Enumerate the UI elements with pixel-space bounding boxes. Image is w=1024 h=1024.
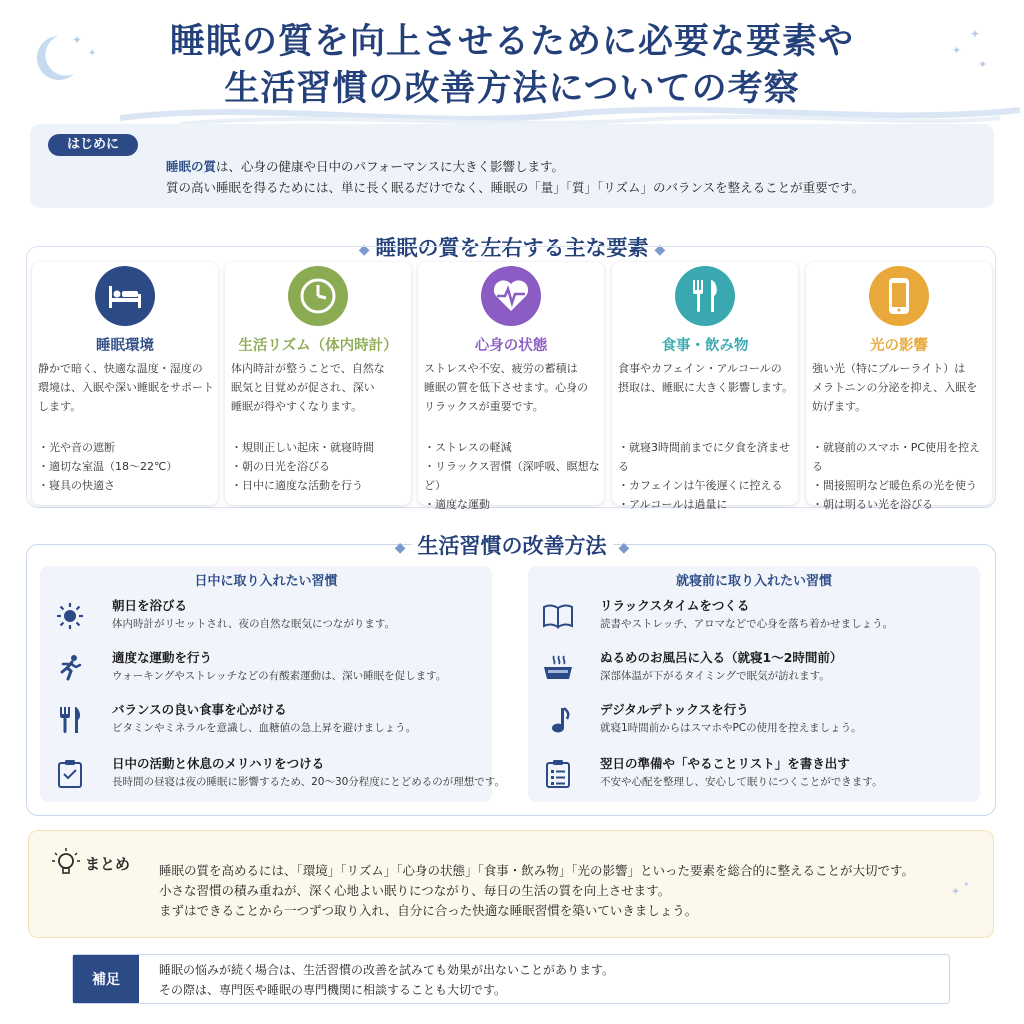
factor-desc-line: ストレスや不安、疲労の蓄積は: [424, 362, 578, 375]
factor-desc: [424, 359, 600, 416]
factor-bullets: [618, 438, 796, 514]
factor-bullet: ・ ストレスの軽減: [424, 438, 602, 457]
factor-card-environment: [32, 262, 218, 505]
factor-bullet: ・ 適度な運動: [424, 495, 602, 514]
factor-bullet: ・ アルコールは過量に: [618, 495, 796, 514]
factor-title: 睡眠環境: [96, 338, 154, 354]
factor-desc-line: 眠気と目覚めが促され、深い: [231, 381, 375, 394]
sun-icon: [54, 600, 86, 632]
bedtime-habits-panel: [528, 566, 980, 802]
factor-bullet: ・ カフェインは午後遅くに控える: [618, 476, 796, 495]
habit-title: バランスの良い食事を心がける: [112, 702, 287, 717]
clock-icon: [288, 266, 348, 326]
bedtime-habits-title: 就寝前に取り入れたい習慣: [675, 574, 832, 589]
factor-desc-line: 妨げます。: [812, 400, 867, 413]
note-label: 補足: [73, 955, 139, 1003]
factor-bullet: ・ リラックス習慣（深呼吸、瞑想など）: [424, 457, 602, 495]
factor-bullets: [231, 438, 409, 495]
fork-knife-icon: [675, 266, 735, 326]
habit-desc: 体内時計がリセットされ、夜の自然な眠気につながります。: [112, 618, 395, 630]
daytime-habits-title: 日中に取り入れたい習慣: [194, 574, 338, 589]
intro-line1: は、心身の健康や日中のパフォーマンスに大きく影響します。: [216, 159, 565, 174]
svg-text:✦: ✦: [951, 885, 961, 898]
habit-title: ぬるめのお風呂に入る（就寝1〜2時間前）: [600, 650, 843, 665]
note-line: 睡眠の悩みが続く場合は、生活習慣の改善を試みても効果が出ないことがあります。: [159, 963, 615, 977]
book-icon: [542, 600, 574, 632]
factor-desc: [812, 359, 988, 416]
habit-desc: 読書やストレッチ、アロマなどで心身を落ち着かせましょう。: [600, 618, 894, 630]
svg-text:✦: ✦: [978, 58, 988, 71]
factor-desc: [618, 359, 794, 397]
factor-bullets: [812, 438, 990, 514]
habit-desc: 就寝1時間前からはスマホやPCの使用を控えましょう。: [600, 722, 862, 734]
habit-title: 日中の活動と休息のメリハリをつける: [112, 756, 325, 771]
factor-bullet: ・ 規則正しい起床・就寝時間: [231, 438, 409, 457]
habit-item: [40, 754, 505, 804]
clipboard-icon: [54, 758, 86, 790]
note-panel: [72, 954, 950, 1004]
factor-card-light: [806, 262, 992, 511]
habit-item: [528, 648, 980, 698]
factor-bullet: ・ 朝は明るい光を浴びる: [812, 495, 990, 514]
factors-heading: ◆ 睡眠の質を左右する主な要素 ◆: [358, 235, 666, 260]
factor-bullet: ・ 光や音の遮断: [38, 438, 216, 457]
page-title-line2: 生活習慣の改善方法についての考察: [224, 68, 800, 109]
checklist-icon: [542, 758, 574, 790]
factor-desc: [38, 359, 214, 416]
habit-item: [40, 596, 492, 646]
habit-desc: ビタミンやミネラルを意識し、血糖値の急上昇を避けましょう。: [112, 722, 417, 734]
factor-title: 心身の状態: [474, 338, 548, 354]
fork-knife-icon: [54, 704, 86, 736]
habit-item: [528, 596, 980, 646]
factor-bullet: ・ 間接照明など暖色系の光を使う: [812, 476, 990, 495]
summary-line: まずはできることから一つずつ取り入れ、自分に合った快適な睡眠習慣を築いていきましょう。: [159, 903, 698, 918]
factor-bullets: [424, 438, 602, 514]
svg-text:✦: ✦: [88, 48, 97, 59]
bath-icon: [542, 652, 574, 684]
svg-text:✦: ✦: [963, 880, 970, 889]
factors-heading-text: 睡眠の質を左右する主な要素: [375, 235, 649, 260]
factor-desc: [231, 359, 407, 416]
factor-bullet: ・ 日中に適度な活動を行う: [231, 476, 409, 495]
heart-pulse-icon: [481, 266, 541, 326]
habits-heading-text: 生活習慣の改善方法: [412, 533, 613, 558]
intro-label: はじめに: [48, 134, 138, 156]
factor-bullet: ・ 寝具の快適さ: [38, 476, 216, 495]
moon-icon: [911, 877, 975, 929]
habit-item: [40, 700, 492, 750]
svg-text:✦: ✦: [72, 33, 83, 47]
note-text: [159, 960, 614, 1000]
factor-desc-line: 環境は、入眠や深い睡眠をサポート: [38, 381, 214, 394]
factor-desc-line: 体内時計が整うことで、自然な: [231, 362, 385, 375]
music-note-icon: [542, 704, 574, 736]
page-title-line1: 睡眠の質を向上させるために必要な要素や: [169, 21, 854, 62]
factor-bullet: ・ 就寝3時間前までに夕食を済ませる: [618, 438, 796, 476]
factor-bullet: ・ 適切な室温（18〜22℃）: [38, 457, 216, 476]
summary-line: 小さな習慣の積み重ねが、深く心地よい眠りにつながり、毎日の生活の質を向上させます。: [159, 883, 671, 898]
factor-title: 食事・飲み物: [661, 338, 749, 354]
habit-item: [40, 648, 492, 698]
factor-desc-line: 強い光（特にブルーライト）は: [812, 362, 966, 375]
habit-title: デジタルデトックスを行う: [600, 702, 749, 717]
factor-desc-line: 睡眠が得やすくなります。: [231, 400, 363, 413]
intro-panel: [30, 124, 994, 208]
habit-title: 翌日の準備や「やることリスト」を書き出す: [600, 756, 850, 771]
lightbulb-icon: [51, 847, 81, 879]
intro-line2: 質の高い睡眠を得るためには、単に長く眠るだけでなく、睡眠の「量」「質」「リズム」のバランスを整えることが重要です。: [166, 180, 865, 195]
page-title: [0, 18, 1024, 112]
factor-title: 生活リズム（体内時計）: [238, 338, 398, 354]
note-line: その際は、専門医や睡眠の専門機関に相談することも大切です。: [159, 983, 507, 997]
summary-label: [51, 847, 130, 879]
factor-card-food-drink: [612, 262, 798, 511]
factor-bullets: [38, 438, 216, 495]
habit-desc: 長時間の昼寝は夜の睡眠に影響するため、20〜30分程度にとどめるのが理想です。: [112, 776, 505, 788]
factor-bullet: ・ 朝の日光を浴びる: [231, 457, 409, 476]
summary-text: [159, 861, 914, 921]
habit-title: リラックスタイムをつくる: [600, 598, 750, 613]
intro-highlight: 睡眠の質: [166, 159, 217, 174]
bed-icon: [95, 266, 155, 326]
svg-text:✦: ✦: [952, 44, 962, 57]
factor-card-mind-body: [418, 262, 604, 511]
factor-desc-line: メラトニンの分泌を抑え、入眠を: [812, 381, 978, 394]
habit-item: [528, 754, 980, 804]
factor-desc-line: します。: [38, 400, 82, 413]
factor-bullet: ・ 就寝前のスマホ・PC使用を控える: [812, 438, 990, 476]
habit-desc: 不安や心配を整理し、安心して眠りにつくことができます。: [600, 776, 883, 788]
factor-desc-line: 静かで暗く、快適な温度・湿度の: [38, 362, 203, 375]
running-icon: [54, 652, 86, 684]
summary-label-text: まとめ: [85, 854, 131, 873]
factor-desc-line: 摂取は、睡眠に大きく影響します。: [618, 381, 794, 394]
factor-desc-line: 睡眠の質を低下させます。心身の: [424, 381, 589, 394]
summary-line: 睡眠の質を高めるには、「環境」「リズム」「心身の状態」「食事・飲み物」「光の影響」といった要素を総合的に整えることが大切です。: [159, 863, 915, 878]
daytime-habits-panel: [40, 566, 505, 802]
factor-desc-line: 食事やカフェイン・アルコールの: [618, 362, 782, 375]
smartphone-icon: [869, 266, 929, 326]
habit-item: [528, 700, 980, 750]
habit-title: 適度な運動を行う: [112, 650, 213, 665]
habits-heading: ◆ 生活習慣の改善方法 ◆: [394, 533, 630, 558]
factor-title: 光の影響: [870, 338, 928, 354]
habit-title: 朝日を浴びる: [112, 598, 188, 613]
intro-text: [166, 156, 864, 198]
factor-desc-line: リラックスが重要です。: [424, 400, 544, 413]
habit-desc: 深部体温が下がるタイミングで眠気が訪れます。: [600, 670, 830, 682]
summary-panel: [28, 830, 994, 938]
habit-desc: ウォーキングやストレッチなどの有酸素運動は、深い睡眠を促します。: [112, 670, 447, 682]
svg-text:✦: ✦: [970, 27, 981, 41]
factor-card-rhythm: [225, 262, 411, 505]
